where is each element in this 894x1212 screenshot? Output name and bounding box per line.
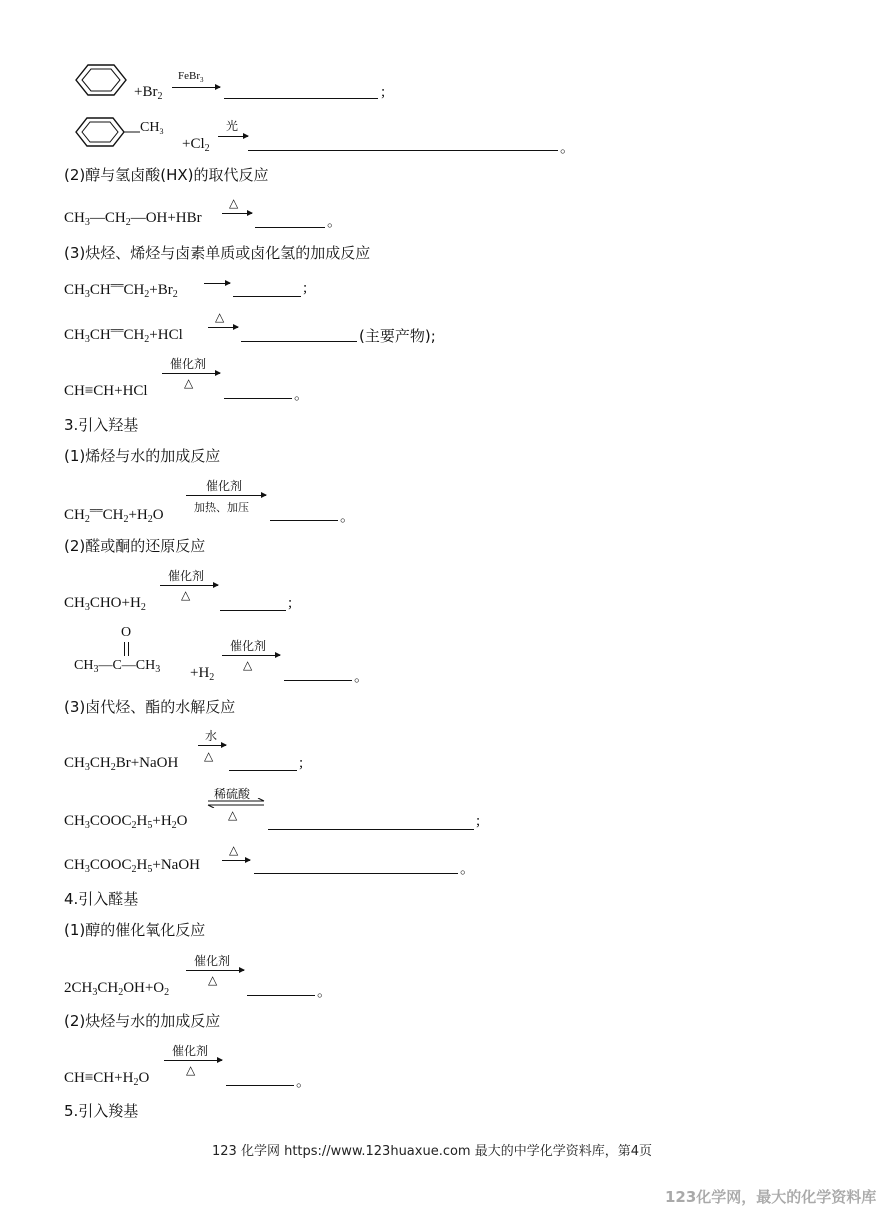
condition-heat: △ <box>228 808 238 822</box>
condition-heat-pressure: 加热、加压 <box>194 501 249 514</box>
line-end: ; <box>303 280 308 296</box>
ethene-h2o-reactants: $CH_2^{══}CH_2+H_2O$ <box>64 505 164 525</box>
condition-catalyst: 催化剂 <box>172 1044 209 1058</box>
reversible-arrow-icon <box>206 798 266 808</box>
section-heading: 3.引入羟基 <box>64 416 139 434</box>
toluene-cl2-reactants: $+Cl_2$ <box>182 136 210 154</box>
condition-catalyst: 催化剂 <box>194 954 231 968</box>
answer-blank[interactable] <box>226 1085 294 1086</box>
reaction-arrow <box>162 373 220 374</box>
condition-water: 水 <box>205 729 218 743</box>
acetylene-h2o-reactants: $CH\equiv CH+H_2O$ <box>64 1070 150 1088</box>
subheading: (1)烯烃与水的加成反应 <box>64 447 221 465</box>
line-end: 。 <box>340 509 356 525</box>
answer-blank[interactable] <box>270 520 338 521</box>
answer-blank[interactable] <box>254 873 458 874</box>
reaction-arrow <box>218 136 248 137</box>
line-end: 。 <box>460 861 476 877</box>
carbonyl-bond-left <box>124 642 126 656</box>
condition-heat: △ <box>184 376 194 390</box>
line-end: 。 <box>560 140 576 156</box>
answer-blank[interactable] <box>224 98 378 99</box>
subheading: (3)炔烃、烯烃与卤素单质或卤化氢的加成反应 <box>64 244 371 262</box>
watermark: 123化学网，最大的化学资料库 <box>665 1188 877 1206</box>
reaction-arrow <box>222 860 250 861</box>
condition-heat: △ <box>181 588 191 602</box>
line-end: ; <box>381 84 386 100</box>
condition-catalyst: 催化剂 <box>170 357 207 371</box>
condition-heat: △ <box>229 843 239 857</box>
answer-blank[interactable] <box>241 341 357 342</box>
propene-br2-reactants: $CH_3CH^{══}CH_2+Br_2$ <box>64 280 178 300</box>
condition-dilute-sulfuric-acid: 稀硫酸 <box>214 787 251 801</box>
bromoethane-naoh-reactants: $CH_3CH_2Br+NaOH$ <box>64 755 179 773</box>
page-footer: 123 化学网 https://www.123huaxue.com 最大的中学化学资料库，第4页 <box>212 1144 653 1159</box>
condition-heat: △ <box>215 310 225 324</box>
line-end: 。 <box>327 214 343 230</box>
subheading: (1)醇的催化氧化反应 <box>64 921 206 939</box>
line-end: 。 <box>296 1074 312 1090</box>
carbonyl-bond-right <box>128 642 130 656</box>
line-end: ; <box>299 755 304 771</box>
reaction-arrow <box>222 655 280 656</box>
condition-heat: △ <box>229 196 239 210</box>
line-end: (主要产物); <box>359 327 436 345</box>
line-end: 。 <box>294 387 310 403</box>
condition-catalyst: 催化剂 <box>168 569 205 583</box>
reaction-arrow <box>186 970 244 971</box>
toluene-ring-icon <box>72 115 144 149</box>
reaction-arrow <box>160 585 218 586</box>
condition-heat: △ <box>243 658 253 672</box>
condition-heat: △ <box>186 1063 196 1077</box>
reaction-arrow <box>198 745 226 746</box>
answer-blank[interactable] <box>233 296 301 297</box>
reaction-arrow <box>222 213 252 214</box>
ester-h2o-reactants: $CH_3COOC_2H_5+H_2O$ <box>64 813 188 831</box>
answer-blank[interactable] <box>220 610 286 611</box>
answer-blank[interactable] <box>224 398 292 399</box>
condition-catalyst: 催化剂 <box>230 639 267 653</box>
reaction-arrow <box>208 327 238 328</box>
condition-catalyst: 催化剂 <box>206 479 243 493</box>
subheading: (2)醛或酮的还原反应 <box>64 537 206 555</box>
condition-heat: △ <box>208 973 218 987</box>
ester-naoh-reactants: $CH_3COOC_2H_5+NaOH$ <box>64 857 200 875</box>
section-heading: 4.引入醛基 <box>64 890 139 908</box>
section-heading: 5.引入羧基 <box>64 1102 139 1120</box>
subheading: (2)醇与氢卤酸(HX)的取代反应 <box>64 166 269 184</box>
subheading: (3)卤代烃、酯的水解反应 <box>64 698 236 716</box>
line-end: 。 <box>317 984 333 1000</box>
answer-blank[interactable] <box>247 995 315 996</box>
answer-blank[interactable] <box>284 680 352 681</box>
condition-light: 光 <box>226 119 239 133</box>
methyl-group: $CH_3$ <box>140 120 164 136</box>
reaction-arrow <box>204 283 230 284</box>
answer-blank[interactable] <box>255 227 325 228</box>
propene-hcl-reactants: $CH_3CH^{══}CH_2+HCl$ <box>64 325 183 345</box>
condition-febr3: FeBr$_3$ <box>178 70 204 84</box>
carbonyl-oxygen: O <box>121 625 132 640</box>
ethanol-o2-reactants: $2CH_3CH_2OH+O_2$ <box>64 980 170 998</box>
answer-blank[interactable] <box>248 150 558 151</box>
benzene-br2-reactants: $+Br_2$ <box>134 84 163 102</box>
condition-heat: △ <box>204 749 214 763</box>
reaction-arrow <box>164 1060 222 1061</box>
answer-blank[interactable] <box>229 770 297 771</box>
reaction-arrow <box>172 87 220 88</box>
subheading: (2)炔烃与水的加成反应 <box>64 1012 221 1030</box>
line-end: 。 <box>354 669 370 685</box>
acetylene-hcl-reactants: CH≡CH+HCl <box>64 383 148 399</box>
answer-blank[interactable] <box>268 829 474 830</box>
acetaldehyde-h2-reactants: $CH_3CHO+H_2$ <box>64 595 146 613</box>
line-end: ; <box>288 595 293 611</box>
acetone-structure: $CH_3—C—CH_3$ <box>74 658 161 675</box>
ethanol-hbr-reactants: $CH_3—CH_2—OH+HBr$ <box>64 210 202 228</box>
line-end: ; <box>476 813 481 829</box>
benzene-ring-icon <box>72 62 128 98</box>
acetone-h2-reactants: $+H_2$ <box>190 665 215 683</box>
reaction-arrow <box>186 495 266 496</box>
